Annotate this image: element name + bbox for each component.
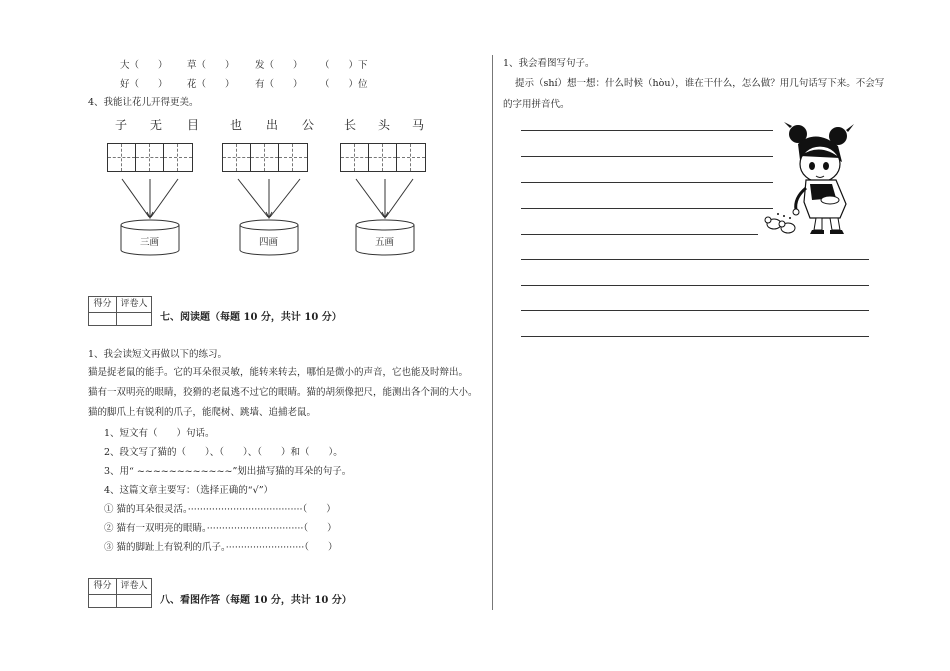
section-8-title: 八、看图作答（每题 10 分，共计 10 分） bbox=[160, 595, 352, 606]
writing-grid-1[interactable] bbox=[107, 143, 193, 172]
score-header: 得分 bbox=[89, 297, 117, 313]
answer-line-1[interactable] bbox=[521, 130, 773, 131]
pot-3-label: 五画 bbox=[375, 237, 395, 248]
char-group-1-char-1: 子 bbox=[115, 118, 128, 132]
hint-line-2: 的字用拼音代。 bbox=[503, 99, 570, 110]
pot-2-label: 四画 bbox=[259, 237, 279, 248]
grader-header: 评卷人 bbox=[117, 297, 151, 313]
girl-feeding-chicks-illustration bbox=[760, 118, 862, 236]
answer-line-7[interactable] bbox=[521, 285, 869, 286]
char-group-3-char-2: 头 bbox=[378, 118, 391, 132]
char-group-1-char-3: 目 bbox=[187, 118, 200, 132]
writing-grid-3[interactable] bbox=[340, 143, 426, 172]
answer-line-9[interactable] bbox=[521, 336, 869, 337]
fill-row-1-item-2: 草（ ） bbox=[187, 60, 235, 71]
reading-item-2: 2、段文写了猫的（ ）、（ ）、（ ）和（ ）。 bbox=[104, 447, 343, 458]
char-group-2-char-1: 也 bbox=[230, 118, 243, 132]
fill-row-1-item-4: （ ）下 bbox=[320, 60, 368, 71]
reading-passage-line-1: 猫是捉老鼠的能手。它的耳朵很灵敏，能转来转去，哪怕是微小的声音，它也能及时辩出。 bbox=[88, 367, 469, 378]
reading-choice-1: ① 猫的耳朵很灵活。······································（ ） bbox=[104, 504, 336, 515]
grader-header: 评卷人 bbox=[117, 579, 151, 595]
grader-cell[interactable] bbox=[117, 313, 151, 325]
writing-grid-2[interactable] bbox=[222, 143, 308, 172]
pot-1-label: 三画 bbox=[140, 237, 160, 248]
answer-line-3[interactable] bbox=[521, 182, 773, 183]
hint-line-1: 提示（shí）想一想：什么时候（hòu），谁在干什么，怎么做？用几句话写下来。不会写 bbox=[515, 78, 885, 89]
score-box-section-8 bbox=[88, 578, 152, 608]
grader-cell[interactable] bbox=[117, 595, 151, 607]
char-group-2-char-3: 公 bbox=[302, 118, 315, 132]
reading-item-3: 3、用“ ~~~~~~~~~~~~”划出描写猫的耳朵的句子。 bbox=[104, 466, 352, 477]
fill-row-2-item-2: 花（ ） bbox=[187, 79, 235, 90]
answer-line-6[interactable] bbox=[521, 259, 869, 260]
reading-item-1: 1、短文有（ ）句话。 bbox=[104, 428, 215, 439]
fill-row-2-item-4: （ ）位 bbox=[320, 79, 368, 90]
fill-row-2-item-3: 有（ ） bbox=[255, 79, 303, 90]
char-group-2-char-2: 出 bbox=[266, 118, 279, 132]
reading-item-4: 4、这篇文章主要写：（选择正确的“√”） bbox=[104, 485, 274, 496]
answer-line-2[interactable] bbox=[521, 156, 773, 157]
reading-passage-line-3: 猫的脚爪上有锐利的爪子，能爬树、跳墙、追捕老鼠。 bbox=[88, 407, 317, 418]
fill-row-1-item-3: 发（ ） bbox=[255, 60, 303, 71]
fill-row-1-item-1: 大（ ） bbox=[120, 60, 168, 71]
reading-question-1: 1、我会读短文再做以下的练习。 bbox=[88, 349, 228, 360]
answer-line-4[interactable] bbox=[521, 208, 773, 209]
char-group-3-char-3: 马 bbox=[412, 118, 425, 132]
answer-line-5[interactable] bbox=[521, 234, 758, 235]
reading-passage-line-2: 猫有一双明亮的眼睛，狡猾的老鼠逃不过它的眼睛。猫的胡须像把尺，能测出各个洞的大小。 bbox=[88, 387, 478, 398]
reading-choice-3: ③ 猫的脚趾上有锐利的爪子。··························（ ） bbox=[104, 542, 338, 553]
score-cell[interactable] bbox=[89, 595, 117, 607]
column-divider bbox=[492, 55, 493, 610]
fill-row-2-item-1: 好（ ） bbox=[120, 79, 168, 90]
score-header: 得分 bbox=[89, 579, 117, 595]
question-4-title: 4、我能让花儿开得更美。 bbox=[88, 97, 199, 108]
char-group-1-char-2: 无 bbox=[150, 118, 163, 132]
score-cell[interactable] bbox=[89, 313, 117, 325]
char-group-3-char-1: 长 bbox=[344, 118, 357, 132]
reading-choice-2: ② 猫有一双明亮的眼睛。································（ ） bbox=[104, 523, 337, 534]
score-box-section-7 bbox=[88, 296, 152, 326]
section-7-title: 七、阅读题（每题 10 分，共计 10 分） bbox=[160, 312, 342, 323]
right-question-1: 1、我会看图写句子。 bbox=[503, 58, 595, 69]
answer-line-8[interactable] bbox=[521, 310, 869, 311]
